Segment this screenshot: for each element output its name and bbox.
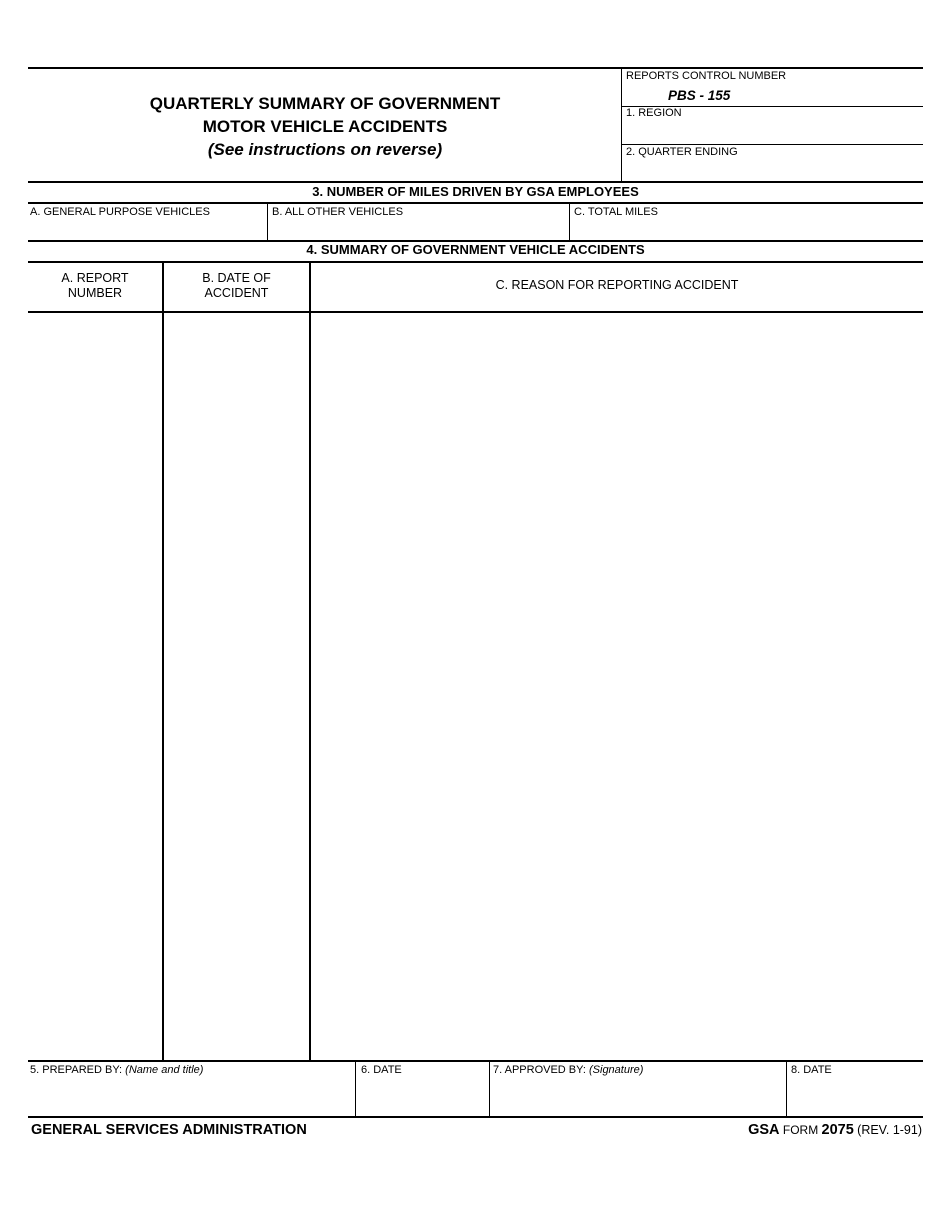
section3-title-rule — [28, 202, 923, 204]
region-divider — [622, 144, 923, 145]
quarter-ending-field[interactable] — [622, 159, 923, 181]
reason-column-field[interactable] — [311, 313, 923, 1060]
prepared-by-label-text: 5. PREPARED BY: — [30, 1064, 123, 1076]
date6-field[interactable] — [356, 1078, 489, 1116]
date8-field[interactable] — [787, 1078, 923, 1116]
approved-by-field[interactable] — [490, 1078, 786, 1116]
all-other-vehicles-field[interactable] — [268, 219, 569, 240]
footer-form-number: 2075 — [821, 1122, 854, 1138]
col-report-number-line1: A. REPORT — [61, 271, 129, 285]
all-other-vehicles-label: B. ALL OTHER VEHICLES — [272, 206, 404, 218]
col-report-number-line2: NUMBER — [67, 286, 123, 300]
prepared-by-field[interactable] — [28, 1078, 355, 1116]
form-title-line2: MOTOR VEHICLE ACCIDENTS — [202, 117, 448, 136]
col-date-of-accident-header — [163, 271, 310, 301]
top-rule — [28, 67, 923, 69]
prepared-by-hint: (Name and title) — [125, 1064, 204, 1076]
signature-bottom-rule — [28, 1116, 923, 1118]
reports-control-value: PBS - 155 — [668, 88, 731, 103]
section3-title: 3. NUMBER OF MILES DRIVEN BY GSA EMPLOYEES — [312, 184, 639, 199]
general-purpose-vehicles-field[interactable] — [28, 219, 267, 240]
prepared-by-label — [30, 1064, 203, 1077]
footer-form-word: FORM — [782, 1123, 819, 1137]
reports-control-label: REPORTS CONTROL NUMBER — [626, 70, 787, 82]
col-date-line2: ACCIDENT — [204, 286, 269, 300]
col-reason-header: C. REASON FOR REPORTING ACCIDENT — [495, 278, 739, 292]
footer-form-rev: (REV. 1-91) — [857, 1123, 922, 1137]
region-label: 1. REGION — [626, 107, 682, 119]
general-purpose-vehicles-label: A. GENERAL PURPOSE VEHICLES — [30, 206, 210, 218]
total-miles-label: C. TOTAL MILES — [574, 206, 658, 218]
signature-top-rule — [28, 1060, 923, 1062]
footer-form-id — [748, 1121, 922, 1139]
col-report-number-header — [28, 271, 162, 301]
section4-title: 4. SUMMARY OF GOVERNMENT VEHICLE ACCIDENTS — [306, 242, 645, 257]
approved-by-label-text: 7. APPROVED BY: — [493, 1064, 586, 1076]
footer-form-gsa: GSA — [748, 1122, 780, 1138]
approved-by-hint: (Signature) — [589, 1064, 644, 1076]
date8-label: 8. DATE — [791, 1064, 832, 1076]
total-miles-field[interactable] — [570, 219, 923, 240]
date6-label: 6. DATE — [361, 1064, 402, 1076]
quarter-ending-label: 2. QUARTER ENDING — [626, 146, 738, 158]
col-date-line1: B. DATE OF — [202, 271, 271, 285]
approved-by-label — [493, 1064, 643, 1077]
report-number-column-field[interactable] — [28, 313, 162, 1060]
section3-top-rule — [28, 181, 923, 183]
form-title-line1: QUARTERLY SUMMARY OF GOVERNMENT — [149, 94, 501, 113]
form-instructions-note: (See instructions on reverse) — [207, 140, 443, 159]
region-field[interactable] — [622, 120, 923, 144]
footer-agency: GENERAL SERVICES ADMINISTRATION — [31, 1122, 307, 1138]
date-of-accident-column-field[interactable] — [164, 313, 309, 1060]
